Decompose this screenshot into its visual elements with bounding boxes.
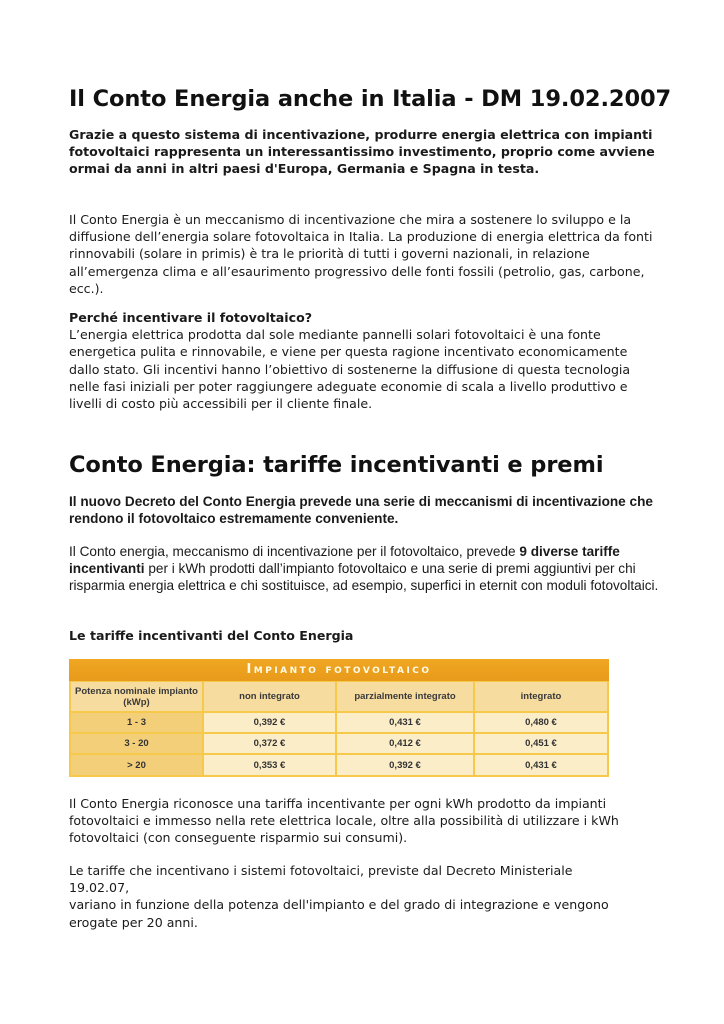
section2-paragraph-highlight: 9 diverse tariffe incentivanti [69,544,620,577]
after-table-paragraph-2 [69,862,659,931]
section1-subheading: Perché incentivare il fotovoltaico? [69,310,313,325]
table-cell: 0,392 € [337,755,473,775]
after-table-paragraph-1: Il Conto Energia riconosce una tariffa incentivante per ogni kWh prodotto da impianti fotovoltaici e immesso nella rete elettrica locale, oltre alla possibilità di utilizzare i kWh fotovoltaici (con conseguente risparmio sui consumi). [69,796,619,846]
table-cell: 0,392 € [204,713,335,732]
section1-title: Il Conto Energia anche in Italia - DM 19.02.2007 [69,86,672,112]
section2-title: Conto Energia: tariffe incentivanti e premi [69,452,604,478]
after-table-paragraph-2-line-a: Le tariffe che incentivano i sistemi fotovoltaici, previste dal Decreto Ministeriale 19.02.07, [69,863,573,896]
section1-subparagraph: L’energia elettrica prodotta dal sole mediante pannelli solari fotovoltaici è una fonte energetica pulita e rinnovabile, e viene per questa ragione incentivato economicamente dallo stato. Gli incentivi hanno l’obiettivo di sostenerne la diffusione di questa tecnologia nelle fasi iniziali per poter raggiungere adeguate economie di scala a livello produttivo e livelli di costo più accessibili per il cliente finale. [69,327,631,412]
table-cell: 0,372 € [204,734,335,753]
table-cell: 0,353 € [204,755,335,775]
row-label: 1 - 3 [71,713,202,732]
table-cell: 0,431 € [475,755,607,775]
table-cell: 0,451 € [475,734,607,753]
after-table-paragraph-2-line-b: variano in funzione della potenza dell'impianto e del grado di integrazione e vengono erogate per 20 anni. [69,897,609,930]
section1-lead: Grazie a questo sistema di incentivazione, produrre energia elettrica con impianti fotovoltaici rappresenta un interessantissimo investimento, proprio come avviene ormai da anni in altri paesi d'Europa, Germania e Spagna in testa. [69,127,655,177]
col-header-integrato: integrato [475,682,607,711]
tariff-table-banner: Impianto fotovoltaico [69,659,609,681]
table-cell: 0,412 € [337,734,473,753]
row-label: > 20 [71,755,202,775]
section1-paragraph: Il Conto Energia è un meccanismo di incentivazione che mira a sostenere lo sviluppo e la diffusione dell’energia solare fotovoltaica in Italia. La produzione di energia elettrica da fonti rinnovabili (solare in primis) è tra le priorità di tutti i governi nazionali, in relazione all’emergenza clima e all’esaurimento progressivo delle fonti fossili (petrolio, gas, carbone, ecc.). [69,212,653,296]
section2-paragraph [69,543,659,595]
section1-subsection [69,309,659,412]
section2-paragraph-end: per i kWh prodotti dall’impianto fotovoltaico e una serie di premi aggiuntivi per chi risparmia energia elettrica e chi sostituisce, ad esempio, superfici in eternit con moduli fotovoltaici. [69,561,659,594]
section2-lead: Il nuovo Decreto del Conto Energia prevede una serie di meccanismi di incentivazione che rendono il fotovoltaico estremamente conveniente. [69,494,653,527]
section2-paragraph-start: Il Conto energia, meccanismo di incentivazione per il fotovoltaico, prevede [69,544,520,559]
table-cell: 0,431 € [337,713,473,732]
tariff-table [69,659,609,777]
table-heading: Le tariffe incentivanti del Conto Energia [69,628,354,643]
col-header-parzialmente: parzialmente integrato [337,682,473,711]
table-cell: 0,480 € [475,713,607,732]
col-header-non-integrato: non integrato [204,682,335,711]
col-header-power: Potenza nominale impianto (kWp) [71,682,202,711]
row-label: 3 - 20 [71,734,202,753]
